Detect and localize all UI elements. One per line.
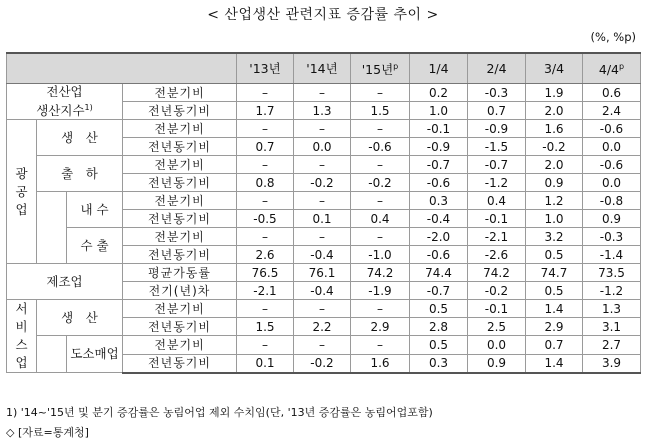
cell: –	[237, 120, 294, 138]
cell: 2.9	[526, 318, 583, 336]
cell: 1.6	[526, 120, 583, 138]
cell: -2.6	[468, 246, 526, 264]
header-row	[7, 53, 641, 84]
cell: -0.6	[410, 246, 468, 264]
cell: -0.2	[294, 174, 351, 192]
cell: -0.6	[351, 138, 410, 156]
cell: 0.0	[583, 174, 641, 192]
row-group-shipment: 출 하	[37, 156, 123, 192]
cell: 0.5	[410, 300, 468, 318]
cell: –	[351, 300, 410, 318]
row-group-manufacturing: 제조업	[7, 264, 123, 300]
cell: –	[294, 192, 351, 210]
row-label: 전분기비	[123, 192, 237, 210]
row-label: 전년동기비	[123, 210, 237, 228]
row-group-export: 수 출	[67, 228, 123, 264]
row-group-mining: 광공업	[7, 120, 37, 264]
cell: 0.0	[468, 336, 526, 355]
cell: –	[237, 84, 294, 102]
cell: 0.7	[237, 138, 294, 156]
row-label: 전분기비	[123, 156, 237, 174]
cell: 0.2	[410, 84, 468, 102]
cell: –	[237, 336, 294, 355]
cell: 74.7	[526, 264, 583, 282]
table-title: < 산업생산 관련지표 증감률 추이 >	[207, 7, 439, 23]
cell: 2.5	[468, 318, 526, 336]
row-group-all-industry: 전산업 생산지수$^{1)}$	[7, 84, 123, 120]
cell: 1.7	[237, 102, 294, 120]
cell: -2.0	[410, 228, 468, 246]
cell: –	[237, 192, 294, 210]
table-row	[7, 84, 641, 102]
cell: 2.0	[526, 102, 583, 120]
cell: -0.5	[237, 210, 294, 228]
row-label: 전분기비	[123, 336, 237, 355]
cell: 0.6	[583, 84, 641, 102]
col-header: '14년	[294, 53, 351, 84]
cell: 2.7	[583, 336, 641, 355]
cell: -1.0	[351, 246, 410, 264]
row-label: 전년동기비	[123, 138, 237, 156]
col-header: 1/4	[410, 53, 468, 84]
cell: -2.1	[237, 282, 294, 300]
cell: -0.6	[410, 174, 468, 192]
cell: 1.5	[351, 102, 410, 120]
row-group-domestic: 내 수	[67, 192, 123, 228]
cell: -0.7	[468, 156, 526, 174]
row-group-production: 생 산	[37, 120, 123, 156]
cell: -0.9	[410, 138, 468, 156]
row-label: 전분기비	[123, 120, 237, 138]
cell: -0.2	[294, 354, 351, 373]
row-label: 전년동기비	[123, 174, 237, 192]
cell: 74.4	[410, 264, 468, 282]
cell: -0.6	[583, 120, 641, 138]
cell: -1.4	[583, 246, 641, 264]
cell: -0.8	[583, 192, 641, 210]
cell: –	[237, 300, 294, 318]
cell: -0.9	[468, 120, 526, 138]
cell: 0.3	[410, 354, 468, 373]
cell: –	[351, 84, 410, 102]
cell: -0.2	[351, 174, 410, 192]
row-label: 전기(년)차	[123, 282, 237, 300]
cell: 0.5	[526, 246, 583, 264]
cell: 0.9	[468, 354, 526, 373]
unit-label: (%, %p)	[590, 30, 636, 44]
cell: -1.9	[351, 282, 410, 300]
cell: -0.2	[468, 282, 526, 300]
cell: -0.2	[526, 138, 583, 156]
cell: -0.1	[468, 210, 526, 228]
cell: -0.4	[294, 246, 351, 264]
col-header: '15년$^p$	[351, 53, 410, 84]
table-row	[7, 156, 641, 174]
cell: 0.7	[526, 336, 583, 355]
cell: 1.0	[410, 102, 468, 120]
cell: -1.5	[468, 138, 526, 156]
cell: 0.9	[583, 210, 641, 228]
row-group-service: 서비스업	[7, 300, 37, 373]
footnote: 1) '14~'15년 및 분기 증감률은 농림어업 제외 수치임(단, '13년 증감률은 농림어업포함)	[6, 406, 433, 419]
cell: 1.6	[351, 354, 410, 373]
cell: -0.3	[468, 84, 526, 102]
cell: 1.0	[526, 210, 583, 228]
cell: –	[294, 120, 351, 138]
cell: 1.5	[237, 318, 294, 336]
cell: -0.1	[468, 300, 526, 318]
cell: -1.2	[583, 282, 641, 300]
row-label: 전분기비	[123, 300, 237, 318]
cell: 1.2	[526, 192, 583, 210]
cell: 2.0	[526, 156, 583, 174]
cell: -1.2	[468, 174, 526, 192]
cell: 1.4	[526, 354, 583, 373]
row-group-service-production: 생 산	[37, 300, 123, 336]
cell: 0.1	[237, 354, 294, 373]
indent-spacer	[37, 192, 67, 264]
source-note: ◇ [자료=통계청]	[6, 426, 89, 439]
cell: 3.9	[583, 354, 641, 373]
header-corner	[7, 53, 237, 84]
cell: 0.9	[526, 174, 583, 192]
cell: 0.3	[410, 192, 468, 210]
cell: 1.3	[294, 102, 351, 120]
table-row	[7, 300, 641, 318]
cell: -0.1	[410, 120, 468, 138]
row-label: 전년동기비	[123, 246, 237, 264]
cell: –	[294, 84, 351, 102]
cell: -0.7	[410, 282, 468, 300]
cell: 2.9	[351, 318, 410, 336]
indicator-table	[6, 52, 641, 374]
row-label: 전년동기비	[123, 102, 237, 120]
cell: 0.0	[583, 138, 641, 156]
cell: 0.5	[410, 336, 468, 355]
cell: –	[294, 156, 351, 174]
cell: –	[294, 336, 351, 355]
row-label: 전년동기비	[123, 318, 237, 336]
cell: -0.3	[583, 228, 641, 246]
cell: 3.2	[526, 228, 583, 246]
cell: 1.9	[526, 84, 583, 102]
cell: 2.6	[237, 246, 294, 264]
cell: -0.4	[294, 282, 351, 300]
cell: –	[237, 156, 294, 174]
cell: –	[351, 156, 410, 174]
cell: 76.5	[237, 264, 294, 282]
cell: 0.7	[468, 102, 526, 120]
cell: 0.8	[237, 174, 294, 192]
table-row	[7, 192, 641, 210]
row-label: 전분기비	[123, 84, 237, 102]
cell: –	[294, 228, 351, 246]
cell: 74.2	[351, 264, 410, 282]
table-row	[7, 120, 641, 138]
cell: 2.4	[583, 102, 641, 120]
cell: -0.4	[410, 210, 468, 228]
cell: 0.4	[468, 192, 526, 210]
cell: 1.4	[526, 300, 583, 318]
cell: 73.5	[583, 264, 641, 282]
cell: –	[237, 228, 294, 246]
cell: –	[351, 120, 410, 138]
indent-spacer	[37, 336, 67, 373]
table-row	[7, 264, 641, 282]
cell: –	[351, 192, 410, 210]
col-header: 3/4	[526, 53, 583, 84]
cell: 2.8	[410, 318, 468, 336]
cell: –	[294, 300, 351, 318]
cell: 76.1	[294, 264, 351, 282]
cell: 3.1	[583, 318, 641, 336]
cell: 2.2	[294, 318, 351, 336]
col-header: 2/4	[468, 53, 526, 84]
row-group-wholesale-retail: 도소매업	[67, 336, 123, 373]
col-header: '13년	[237, 53, 294, 84]
cell: -0.6	[583, 156, 641, 174]
row-label: 평균가동률	[123, 264, 237, 282]
col-header: 4/4$^p$	[583, 53, 641, 84]
cell: 0.0	[294, 138, 351, 156]
table-row	[7, 336, 641, 355]
cell: 74.2	[468, 264, 526, 282]
cell: 1.3	[583, 300, 641, 318]
row-label: 전년동기비	[123, 354, 237, 373]
row-label: 전분기비	[123, 228, 237, 246]
cell: –	[351, 228, 410, 246]
cell: –	[351, 336, 410, 355]
cell: 0.4	[351, 210, 410, 228]
cell: -0.7	[410, 156, 468, 174]
table-row	[7, 228, 641, 246]
cell: 0.5	[526, 282, 583, 300]
cell: -2.1	[468, 228, 526, 246]
cell: 0.1	[294, 210, 351, 228]
